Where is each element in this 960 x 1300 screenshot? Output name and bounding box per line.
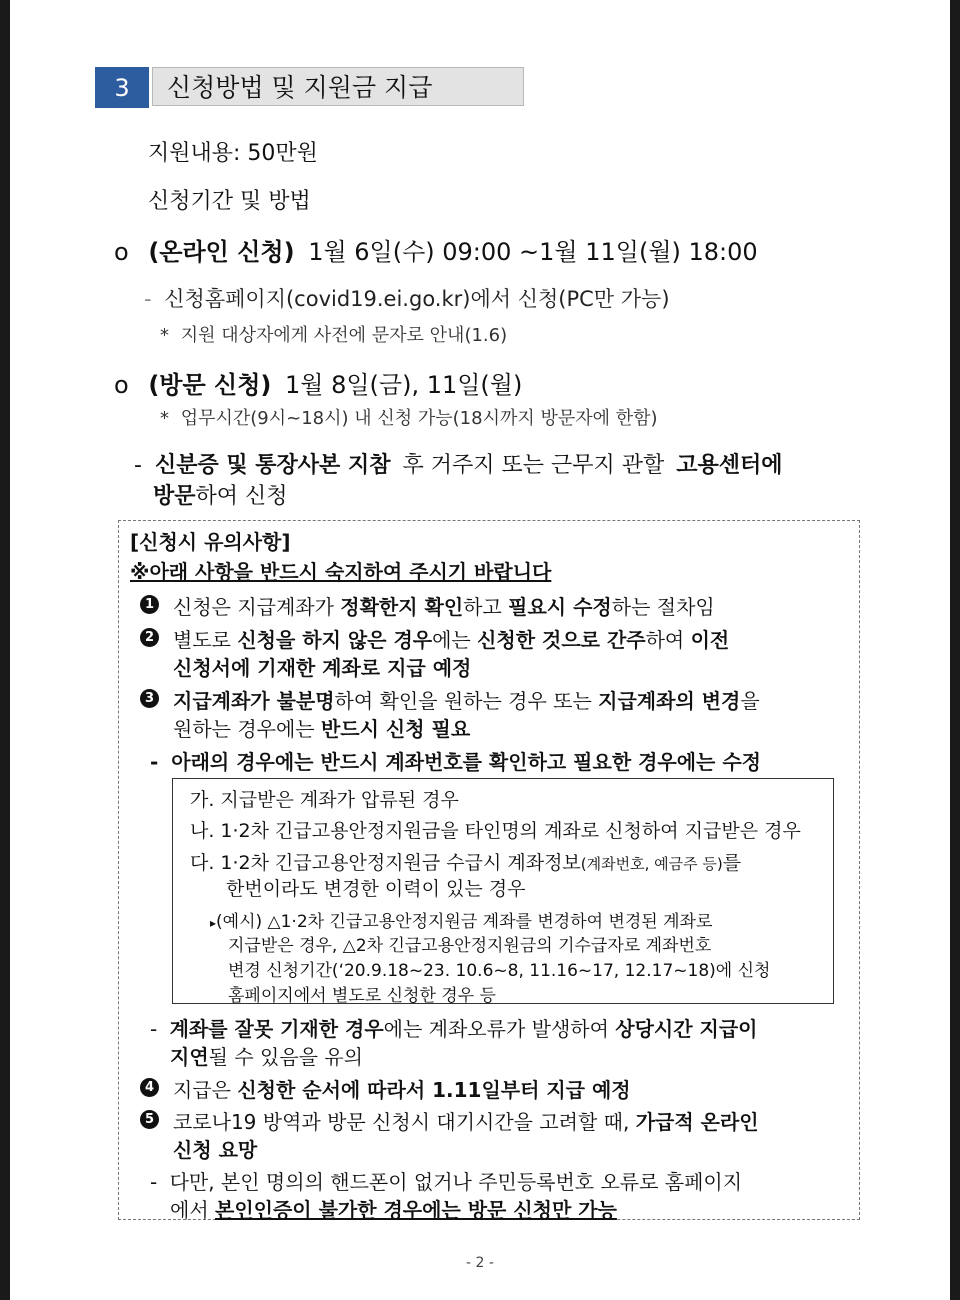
last-line1 (150, 1166, 742, 1195)
item3-text-line1 (173, 685, 760, 714)
online-row (114, 232, 758, 267)
visit-note: 업무시간(9시~18시) 내 신청 가능(18시까지 방문자에 한함) (180, 408, 658, 429)
item5-number-icon: 5 (140, 1110, 159, 1129)
item4-b: 신청한 순서에 따라서 1.11일부터 지급 예정 (237, 1078, 631, 1102)
visit-dash: - (134, 453, 142, 478)
visit-note-row (160, 404, 658, 430)
item2-f: 이전 (690, 628, 730, 652)
case-c-end: 를 (722, 852, 742, 874)
visit-label: (방문 신청) (148, 371, 272, 399)
item1-c: 하고 (463, 595, 509, 619)
visit-employment-center: 고용센터에 (676, 453, 783, 478)
item3-c: 하여 확인을 원하는 경우 또는 (334, 689, 599, 713)
item5-a: 코로나19 방역과 방문 신청시 대기시간을 고려할 때, (173, 1110, 636, 1134)
support-content: 지원내용: 50만원 (148, 141, 318, 166)
example-line3: 변경 신청기간(‘20.9.18~23. 10.6~8, 11.16~17, 12.17~18)에 신청 (228, 961, 771, 981)
example-mark-icon: ▸ (210, 916, 217, 930)
visit-id-bankbook: 신분증 및 통장사본 지참 (154, 453, 391, 478)
item2-b: 신청을 하지 않은 경우 (237, 628, 433, 652)
case-a: 가. 지급받은 계좌가 압류된 경우 (190, 789, 459, 811)
item2-c: 에는 (432, 628, 478, 652)
notice-title: [신청시 유의사항] (130, 530, 291, 554)
item1-d: 필요시 수정 (508, 595, 612, 619)
item2-text-line2: 신청서에 기재한 계좌로 지급 예정 (173, 656, 472, 680)
page-number: - 2 - (466, 1255, 494, 1271)
wrong-account-line1 (150, 1013, 757, 1042)
last-text-1: 다만, 본인 명의의 핸드폰이 없거나 주민등록번호 오류로 홈페이지 (169, 1170, 743, 1194)
check-text: 아래의 경우에는 반드시 계좌번호를 확인하고 필요한 경우에는 수정 (171, 750, 761, 774)
wrong-line2a: 지연 (170, 1045, 209, 1069)
example-line4: 홈페이지에서 별도로 신청한 경우 등 (228, 986, 496, 1006)
online-label: (온라인 신청) (148, 238, 295, 266)
online-note-row (160, 321, 507, 347)
case-b: 나. 1·2차 긴급고용안정지원금을 타인명의 계좌로 신청하여 지급받은 경우 (190, 820, 801, 842)
case-c-main: 다. 1·2차 긴급고용안정지원금 수급시 계좌정보 (190, 852, 581, 874)
section-number-badge: 3 (95, 67, 149, 108)
last-line2b: 본인인증이 불가한 경우에는 방문 신청만 가능 (215, 1198, 617, 1222)
wrong-line2b: 될 수 있음을 유의 (208, 1045, 363, 1069)
item1-e: 하는 절차임 (611, 595, 715, 619)
visit-row (114, 365, 522, 400)
wrong-dash: - (150, 1017, 158, 1041)
online-detail-row (144, 283, 670, 313)
period-heading: 신청기간 및 방법 (148, 189, 311, 214)
wrong-account-line2 (170, 1041, 363, 1070)
check-account-line (150, 746, 761, 775)
item3-e: 을 (740, 689, 760, 713)
wrong-c: 상당시간 지급이 (615, 1017, 758, 1041)
item1-number-icon: 1 (140, 595, 159, 614)
item4-a: 지급은 (173, 1078, 238, 1102)
visit-apply-text: 하여 신청 (195, 484, 288, 509)
item1-b: 정확한지 확인 (340, 595, 464, 619)
item3-b: 지급계좌가 불분명 (173, 689, 335, 713)
item4-text (173, 1074, 631, 1103)
item3-text-line2 (173, 713, 470, 742)
online-note: 지원 대상자에게 사전에 문자로 안내(1.6) (180, 325, 508, 346)
example-line2: 지급받은 경우, △2차 긴급고용안정지원금의 기수급자로 계좌번호 (228, 936, 712, 956)
online-note-mark: * (160, 325, 169, 346)
item2-number-icon: 2 (140, 628, 159, 647)
visit-marker: o (114, 371, 129, 399)
item5-b: 가급적 온라인 (635, 1110, 759, 1134)
visit-instruction-line1 (134, 448, 782, 479)
section-title: 신청방법 및 지원금 지급 (152, 67, 524, 106)
visit-dates: 1월 8일(금), 11일(월) (285, 371, 523, 399)
last-line2 (170, 1194, 617, 1223)
item5-text-line2: 신청 요망 (173, 1138, 258, 1162)
check-dash: - (150, 750, 159, 774)
item3-line2a: 원하는 경우에는 (173, 717, 321, 741)
item2-d: 신청한 것으로 간주 (477, 628, 646, 652)
last-line2a: 에서 (170, 1198, 215, 1222)
visit-location-text: 후 거주지 또는 근무지 관할 (402, 453, 665, 478)
online-detail: 신청홈페이지(covid19.ei.go.kr)에서 신청(PC만 가능) (164, 287, 670, 311)
notice-subtitle: ※아래 사항을 반드시 숙지하여 주시기 바랍니다 (130, 560, 552, 584)
last-dash: - (150, 1170, 158, 1194)
example-line1 (210, 907, 712, 932)
visit-note-mark: * (160, 408, 169, 429)
item2-text-line1 (173, 624, 729, 653)
item4-number-icon: 4 (140, 1078, 159, 1097)
item2-a: 별도로 (173, 628, 238, 652)
visit-instruction-line2 (153, 479, 288, 510)
item3-number-icon: 3 (140, 689, 159, 708)
case-c-line2: 한번이라도 변경한 이력이 있는 경우 (226, 878, 526, 900)
item3-d: 지급계좌의 변경 (598, 689, 741, 713)
case-c-small: (계좌번호, 예금주 등) (580, 855, 723, 873)
visit-visit-bold: 방문 (153, 484, 196, 509)
case-c-line1 (190, 848, 741, 875)
item5-text-line1 (173, 1106, 759, 1135)
online-dates: 1월 6일(수) 09:00 ~1월 11일(월) 18:00 (308, 238, 758, 266)
wrong-a: 계좌를 잘못 기재한 경우 (169, 1017, 384, 1041)
example-text-1: (예시) △1·2차 긴급고용안정지원금 계좌를 변경하여 변경된 계좌로 (216, 912, 713, 932)
item2-e: 하여 (645, 628, 691, 652)
item1-text (173, 591, 715, 620)
document-page (10, 0, 950, 1300)
online-detail-dash: - (144, 287, 152, 311)
item1-a: 신청은 지급계좌가 (173, 595, 341, 619)
item3-line2b: 반드시 신청 필요 (320, 717, 471, 741)
wrong-b: 에는 계좌오류가 발생하여 (383, 1017, 616, 1041)
online-marker: o (114, 238, 129, 266)
